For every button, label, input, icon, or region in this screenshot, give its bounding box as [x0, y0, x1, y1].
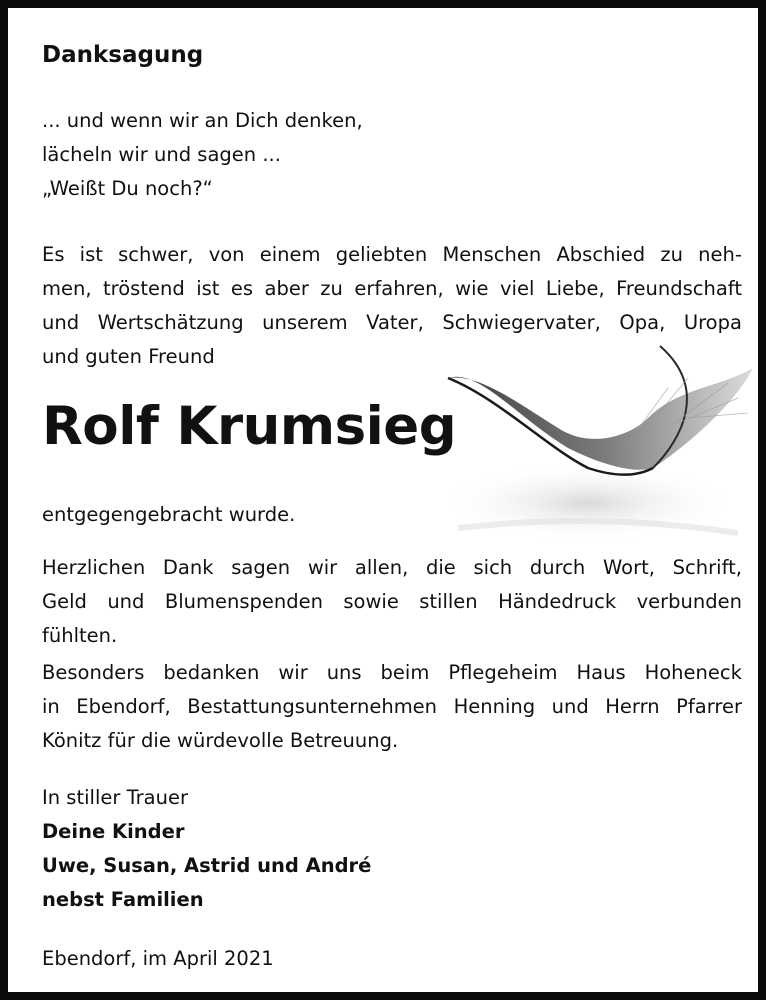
word: wir	[307, 556, 338, 579]
word: Es	[42, 243, 65, 266]
word: stillen	[419, 590, 478, 613]
verse-block	[42, 104, 742, 206]
thanks-line	[42, 585, 742, 619]
word: wir	[278, 661, 308, 684]
word: ist	[196, 277, 220, 300]
signature-line: Uwe, Susan, Astrid und André	[42, 854, 372, 877]
word: zu	[660, 243, 683, 266]
word: unserem	[262, 311, 348, 334]
word: Menschen	[442, 243, 542, 266]
word: Pfarrer	[676, 695, 742, 718]
word: Schwiegervater,	[442, 311, 601, 334]
notice-title: Danksagung	[42, 42, 204, 68]
word: tröstend	[103, 277, 185, 300]
word: Herzlichen	[42, 556, 146, 579]
word: und	[551, 695, 589, 718]
signature-line: Deine Kinder	[42, 820, 185, 843]
word: Liebe,	[545, 277, 605, 300]
thanks-line: fühlten.	[42, 624, 118, 647]
word: allen,	[354, 556, 409, 579]
word: Pflegeheim	[448, 661, 558, 684]
word: Besonders	[42, 661, 145, 684]
word: ist	[79, 243, 103, 266]
word: Vater,	[366, 311, 424, 334]
special-line: Könitz für die würdevolle Betreuung.	[42, 729, 399, 752]
word: Blumenspenden	[164, 590, 323, 613]
intro-line: und guten Freund	[42, 345, 215, 368]
word: wie	[455, 277, 489, 300]
word: Geld	[42, 590, 87, 613]
special-line	[42, 656, 742, 690]
signature-intro: In stiller Trauer	[42, 786, 188, 809]
word: sagen	[231, 556, 291, 579]
word: bedanken	[163, 661, 260, 684]
word: Freundschaft	[616, 277, 742, 300]
word: Wort,	[603, 556, 655, 579]
word: es	[230, 277, 254, 300]
word: beim	[380, 661, 430, 684]
intro-line	[42, 238, 742, 272]
word: Wertschätzung	[97, 311, 244, 334]
word: geliebten	[335, 243, 428, 266]
word: aber	[264, 277, 309, 300]
verse-line: lächeln wir und sagen ...	[42, 143, 281, 166]
word: Bestattungsunternehmen	[187, 695, 438, 718]
after-name-text: entgegengebracht wurde.	[42, 503, 296, 526]
thanks-line	[42, 551, 742, 585]
verse-line: „Weißt Du noch?“	[42, 177, 213, 200]
special-line	[42, 690, 742, 724]
word: in	[42, 695, 60, 718]
thanks-paragraph	[42, 551, 742, 653]
word: Abschied	[556, 243, 646, 266]
word: Uropa	[683, 311, 742, 334]
word: und	[107, 590, 145, 613]
word: schwer,	[118, 243, 194, 266]
word: men,	[42, 277, 92, 300]
word: zu	[320, 277, 343, 300]
word: verbunden	[636, 590, 742, 613]
word: viel	[499, 277, 535, 300]
signature-line: nebst Familien	[42, 888, 204, 911]
word: durch	[529, 556, 586, 579]
word: uns	[326, 661, 362, 684]
intro-line	[42, 306, 742, 340]
word: neh-	[698, 243, 742, 266]
word: erfahren,	[354, 277, 444, 300]
word: Dank	[162, 556, 214, 579]
place-date: Ebendorf, im April 2021	[42, 947, 274, 970]
word: Ebendorf,	[76, 695, 171, 718]
word: Haus	[576, 661, 626, 684]
word: Schrift,	[672, 556, 742, 579]
word: sich	[473, 556, 513, 579]
word: sowie	[343, 590, 399, 613]
word: Händedruck	[498, 590, 617, 613]
signature-block	[42, 781, 742, 917]
word: die	[425, 556, 456, 579]
word: Henning	[453, 695, 536, 718]
word: Opa,	[619, 311, 666, 334]
deceased-name: Rolf Krumsieg	[42, 396, 457, 457]
verse-line: ... und wenn wir an Dich denken,	[42, 109, 363, 132]
word: Herrn	[605, 695, 660, 718]
word: Hoheneck	[644, 661, 742, 684]
word: und	[42, 311, 80, 334]
intro-paragraph	[42, 238, 742, 374]
special-thanks-paragraph	[42, 656, 742, 758]
intro-line	[42, 272, 742, 306]
word: von	[208, 243, 245, 266]
word: einem	[259, 243, 321, 266]
